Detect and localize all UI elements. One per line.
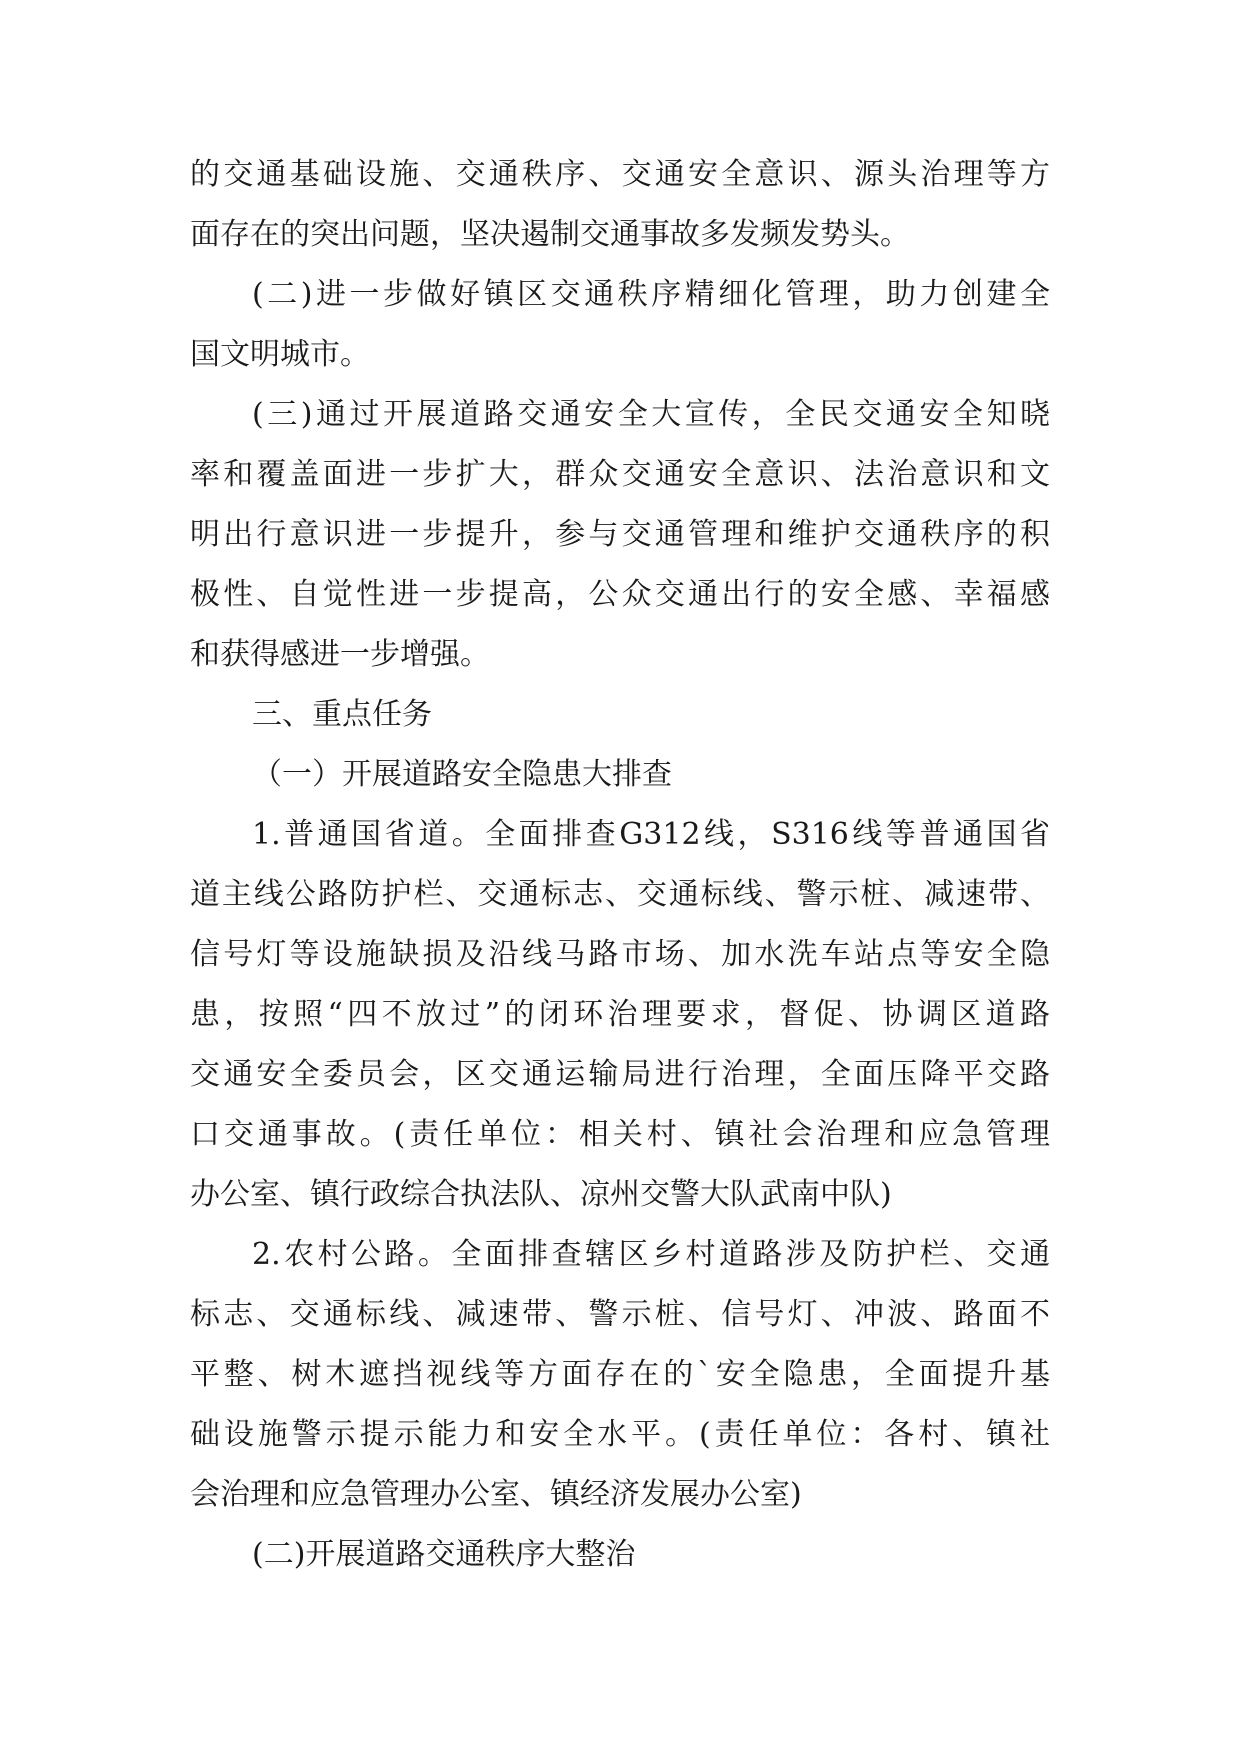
- body-text-line: (二)进一步做好镇区交通秩序精细化管理，助力创建全: [252, 277, 1050, 312]
- body-text-line: 办公室、镇行政综合执法队、凉州交警大队武南中队): [190, 1177, 892, 1212]
- body-text-line: 国文明城市。: [190, 337, 370, 372]
- body-text-line: 明出行意识进一步提升，参与交通管理和维护交通秩序的积: [190, 517, 1050, 552]
- body-text-line: 的交通基础设施、交通秩序、交通安全意识、源头治理等方: [190, 157, 1050, 192]
- body-text-line: 率和覆盖面进一步扩大，群众交通安全意识、法治意识和文: [190, 457, 1050, 492]
- body-text-line: 会治理和应急管理办公室、镇经济发展办公室): [190, 1477, 802, 1512]
- body-text-line: 2.农村公路。全面排查辖区乡村道路涉及防护栏、交通: [252, 1237, 1050, 1272]
- body-text-line: 交通安全委员会，区交通运输局进行治理，全面压降平交路: [190, 1057, 1050, 1092]
- body-text-line: 口交通事故。(责任单位：相关村、镇社会治理和应急管理: [190, 1117, 1050, 1152]
- body-text-line: 道主线公路防护栏、交通标志、交通标线、警示桩、减速带、: [190, 877, 1050, 912]
- body-text-line: 极性、自觉性进一步提高，公众交通出行的安全感、幸福感: [190, 577, 1050, 612]
- section-heading: 三、重点任务: [252, 697, 432, 732]
- body-text-line: 信号灯等设施缺损及沿线马路市场、加水洗车站点等安全隐: [190, 937, 1050, 972]
- body-text-line: (三)通过开展道路交通安全大宣传，全民交通安全知晓: [252, 397, 1050, 432]
- subsection-heading: （一）开展道路安全隐患大排查: [252, 757, 672, 792]
- subsection-heading: (二)开展道路交通秩序大整治: [252, 1537, 636, 1572]
- body-text-line: 1.普通国省道。全面排查G312线，S316线等普通国省: [252, 817, 1050, 852]
- body-text-line: 础设施警示提示能力和安全水平。(责任单位：各村、镇社: [190, 1417, 1050, 1452]
- body-text-line: 患，按照“四不放过”的闭环治理要求，督促、协调区道路: [190, 997, 1050, 1032]
- body-text-line: 面存在的突出问题，坚决遏制交通事故多发频发势头。: [190, 217, 910, 252]
- body-text-line: 平整、树木遮挡视线等方面存在的`安全隐患，全面提升基: [190, 1357, 1050, 1392]
- body-text-line: 标志、交通标线、减速带、警示桩、信号灯、冲波、路面不: [190, 1297, 1050, 1332]
- body-text-line: 和获得感进一步增强。: [190, 637, 490, 672]
